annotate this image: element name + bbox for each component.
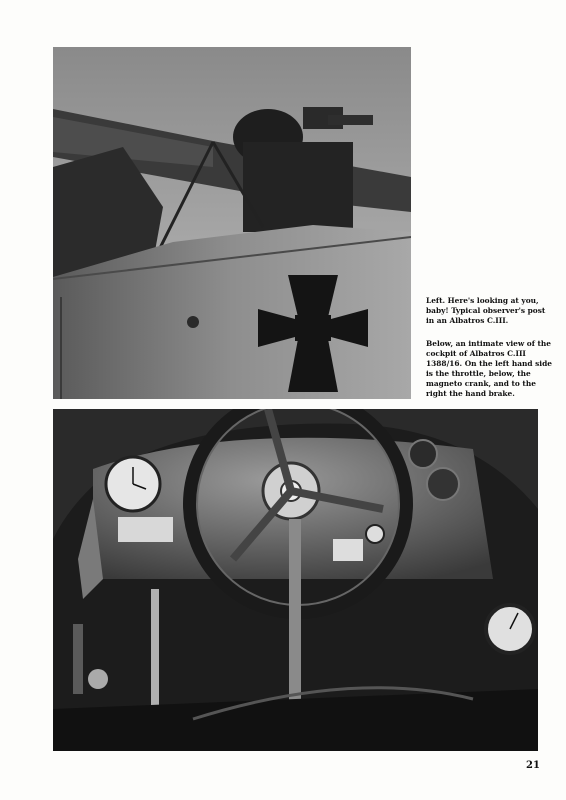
cockpit-image	[53, 409, 538, 751]
cockpit-caption: Below, an intimate view of the cockpit of Albatros C.III 1388/16. On the left hand side is the throttle, below, the magneto crank, and to the right the hand brake.	[426, 339, 552, 398]
observer-post-caption: Left. Here's looking at you, baby! Typical observer's post in an Albatros C.III.	[426, 296, 546, 325]
observer-post-photo	[53, 47, 411, 399]
page-number: 21	[526, 760, 540, 771]
observer-post-image	[53, 47, 411, 399]
cockpit-photo	[53, 409, 538, 751]
magneto-crank-icon	[88, 669, 108, 689]
